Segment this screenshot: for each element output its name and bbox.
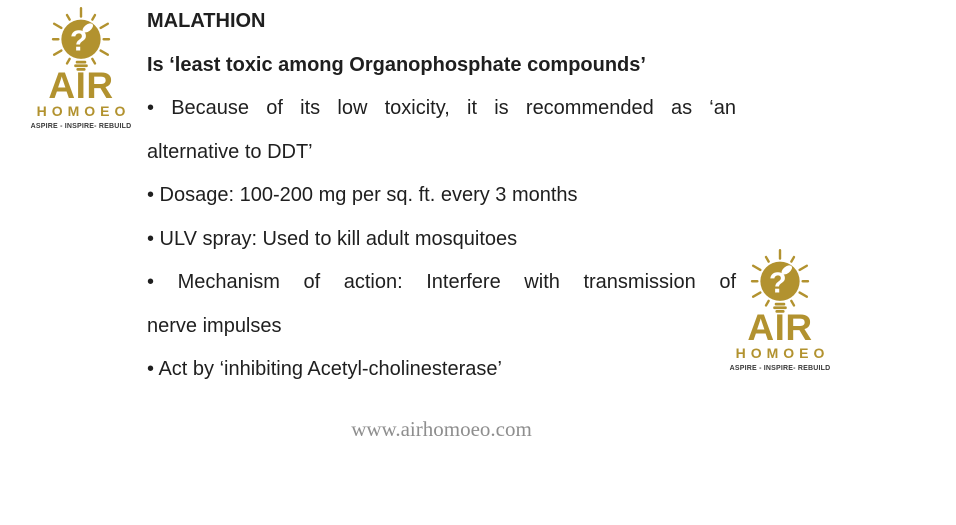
logo-tagline: ASPIRE - INSPIRE- REBUILD <box>30 123 132 130</box>
bullet-line: nerve impulses <box>147 314 282 337</box>
logo-text-homoeo: HOMOEO <box>735 345 830 361</box>
bullet-line: • ULV spray: Used to kill adult mosquitoes <box>147 227 518 250</box>
bullet-line: alternative to DDT’ <box>147 140 313 163</box>
website-url: www.airhomoeo.com <box>351 417 532 441</box>
slide-subtitle: Is ‘least toxic among Organophosphate compounds’ <box>147 53 646 76</box>
logo-text-air: AIR <box>48 65 114 106</box>
logo-text-air: AIR <box>747 307 813 348</box>
lightbulb-question-mark-icon <box>43 6 119 74</box>
air-homoeo-logo-top-left <box>29 6 133 130</box>
bullet-list <box>147 87 736 392</box>
bullet-line: • Act by ‘inhibiting Acetyl-cholinesterase’ <box>147 358 502 380</box>
slide-title: MALATHION <box>147 10 266 32</box>
air-homoeo-logo-right <box>728 248 832 372</box>
logo-text-homoeo: HOMOEO <box>36 103 131 119</box>
logo-tagline: ASPIRE - INSPIRE- REBUILD <box>729 365 831 372</box>
bullet-line: • Because of its low toxicity, it is recommended as ‘an <box>147 97 736 119</box>
slide-text-block <box>147 0 736 392</box>
lightbulb-question-mark-icon <box>742 248 818 316</box>
bullet-line: • Mechanism of action: Interfere with transmission of <box>147 271 736 293</box>
bullet-line: • Dosage: 100-200 mg per sq. ft. every 3 months <box>147 184 578 206</box>
